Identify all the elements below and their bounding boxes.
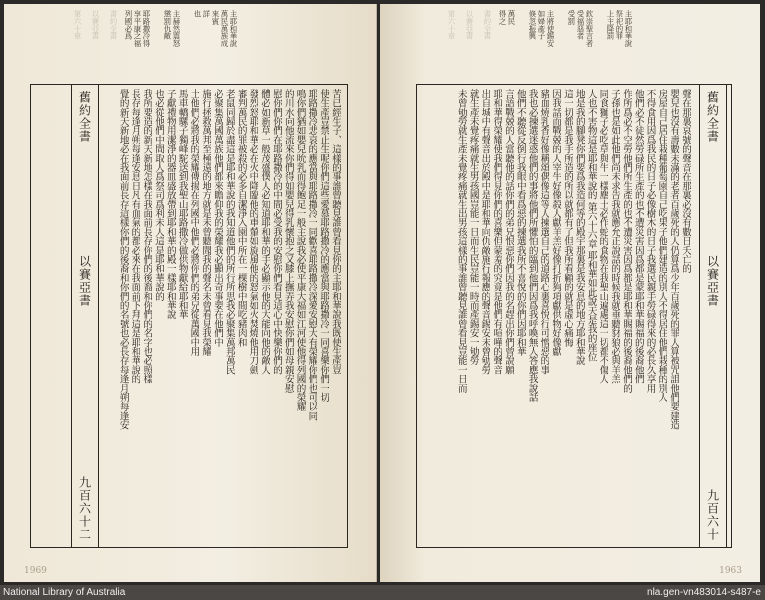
text-column: 人也不害物這是耶和華說的 第六十六章 耶和華如此說天是我的座位 xyxy=(585,89,597,362)
marginal-note xyxy=(567,10,594,80)
text-column: 使生產豈禁止生呢你們這些愛慕耶路撒冷的應當與耶路撒冷一同喜樂你們一切 xyxy=(318,89,330,402)
book-name: 以賽亞書 xyxy=(77,255,92,307)
marginal-note xyxy=(193,10,238,80)
text-column: 審判萬民的罪被殺的必多自潔淨入園中所在一棵樹中間吃豬肉和 xyxy=(235,89,247,347)
marginal-note-line: 祭祀的罪 xyxy=(615,10,624,40)
text-column: 他們必不徒然勞碌所生產的也不遭災害因爲都是蒙耶和華賜福的後裔他們 xyxy=(632,89,644,384)
marginal-note-line: 詳 xyxy=(202,10,211,18)
show-through-text xyxy=(386,10,492,80)
text-column: 耶路撒冷悲哀的應當與耶路撒冷一同歡喜耶路撒冷深愛安慰大有榮耀你們也可以同 xyxy=(306,89,318,421)
page-header-column xyxy=(699,85,727,547)
marginal-note-line: 上主降罰 xyxy=(606,10,615,40)
marginal-notes xyxy=(124,10,238,80)
text-column: 言語戰兢的人當聽他的話你們的弟兄恨惡你們因我的名趕出你們曾說願 xyxy=(503,89,515,375)
show-through-line: 以賽亞書 xyxy=(465,10,474,40)
text-column: 嬰兒也沒有壽數未滿的老者百歲死的人仍算爲少年百歲死的罪人算被咒詛他們要建造 xyxy=(668,89,680,430)
text-column: 同食獅子必吃草與牛一樣塵土必作蛇的食物在我聖山遍處這一切都不傷人 xyxy=(597,89,609,384)
marginal-note-line: 受罰 xyxy=(567,10,576,25)
text-column: 鳴你們猶如嬰兒吮乳而得飽足一般主說我必使平康大福如江河使他得列國的榮耀 xyxy=(294,89,306,411)
marginal-note-line: 主將使錫安 xyxy=(546,10,555,47)
marginal-note-line: 倏忽振興 xyxy=(528,10,537,40)
marginal-note-line: 如婦產子 xyxy=(537,10,546,40)
text-frame xyxy=(30,84,348,548)
show-through-line: 第六十章 xyxy=(447,10,456,40)
text-column: 我所要造的新天新地怎樣在我面前長存你們的後裔和你們的名字也必照樣 xyxy=(141,89,153,384)
book-name: 以賽亞書 xyxy=(705,255,720,307)
text-column: 未曾劬勞就生產未覺疼痛就生出男孩這樣的事誰曾聽見誰曾看見豈能一日而 xyxy=(455,89,467,393)
text-column: 覺的新天新地必在我面前長存這樣你們的後裔和你們的名號也必長存每逢月朔每逢安 xyxy=(117,89,129,430)
text-column: 發烈怒耶和華必在火中降臨他的車輦如旋風他的怒氣如火焚燒他用刀劍 xyxy=(247,89,259,375)
text-column: 我也必揀選迷惑他們的事將他們所懼怕的臨到他們因爲我呼喚無人答應我說話 xyxy=(526,89,538,402)
text-column: 子獻禮物用潔淨的器皿盛放帶到耶和華的殿一樣耶和華說 xyxy=(164,89,176,319)
text-column: 的川水向他流來你們得如嬰兒得乳懷抱之又膝上撫弄我安慰你們如母親安慰 xyxy=(282,89,294,393)
text-column: 作所爲必不空勞他們所生產的也不遭災害因爲都是耶和華賜福的後裔他們的 xyxy=(621,89,633,393)
marginal-note-line: 來賓 xyxy=(211,10,220,25)
marginal-note-line: 萬民萬族成 xyxy=(220,10,229,47)
pencil-page-mark: 1963 xyxy=(719,566,742,576)
text-column: 他們不聽從反倒行我眼中看爲惡的揀選我所不喜悅的你們因耶和華 xyxy=(514,89,526,356)
show-through-line: 書約全書 xyxy=(109,10,118,40)
text-column: 不得食用因爲我民的日子必像樹木的日子我選民親手勞碌得來的必長久享用 xyxy=(644,89,656,393)
text-column: 老鼠同歸於盡這是耶和華說的我知道他們的所行所思我必聚集萬邦萬民 xyxy=(223,89,235,375)
text-column: 慰你們你們在耶路撒冷的中間必受我的安慰你們看見這心中快樂你們的 xyxy=(271,89,283,375)
marginal-note xyxy=(606,10,633,80)
marginal-note-line: 懲罰仇敵 xyxy=(163,10,172,40)
left-page xyxy=(4,4,377,582)
marginal-note xyxy=(528,10,555,80)
show-through-line: 以賽亞書 xyxy=(91,10,100,40)
marginal-note xyxy=(163,10,181,80)
text-column: 長存每逢月朔每逢安息日凡有血氣的都必來在我面前下拜這是耶和華說的 xyxy=(129,89,141,384)
marginal-note-line: 列國必爲 xyxy=(124,10,133,40)
text-column: 體必如新草一般茂盛僕人必知道耶和華的手必顯示他的大能向他的敵人 xyxy=(259,89,271,375)
text-column: 必聚集萬國萬族他們都來瞻仰我的榮耀我必顯出奇事要在他們中 xyxy=(212,89,224,347)
text-column: 因我話而戰兢的人宰牛好像殺人獻羊羔好像打折狗項獻供物好像獻 xyxy=(550,89,562,356)
text-column: 聲在那裏哀號的聲音在那裏必沒有數日夭亡的 xyxy=(680,89,691,273)
book-title: 舊約全書 xyxy=(705,91,720,143)
marginal-note-line: 主耶和華說 xyxy=(229,10,238,47)
text-column: 也必從他們中間取人爲祭司爲利未人這是耶和華說的 xyxy=(153,89,165,301)
pencil-page-mark: 1969 xyxy=(24,566,47,576)
text-column: 耶和華得榮耀使我們得見你們的喜樂但蒙羞的究竟是他們有喧嘩的聲音 xyxy=(491,89,503,375)
page-number: 九百六十 xyxy=(705,489,720,541)
marginal-notes xyxy=(498,10,633,80)
body-text xyxy=(101,89,341,543)
show-through-text xyxy=(10,10,118,80)
marginal-note-line: 主赫然震怒 xyxy=(172,10,181,47)
marginal-note-line: 主耶和華說 xyxy=(624,10,633,47)
show-through-line: 第六十章 xyxy=(73,10,82,40)
text-column: 房屋自己居住栽種葡萄園自己吃果子他們建造的別人不得居住他們栽種的別人 xyxy=(656,89,668,402)
text-column: 苦已經生子、這樣的事誰曾聽見誰曾看見你的主耶和華說我既使生產豈 xyxy=(330,89,341,375)
show-through-line: 書約全書 xyxy=(483,10,492,40)
marginal-note-line: 受福惡者 xyxy=(576,10,585,40)
marginal-note-line: 得之 xyxy=(498,10,507,25)
item-identifier: nla.gen-vn483014-s487-e xyxy=(647,587,761,598)
text-column: 地是我的腳凳你們要爲我造何等的殿宇那裏是我安息的地方耶和華說 xyxy=(573,89,585,365)
marginal-note xyxy=(124,10,151,80)
text-frame xyxy=(416,84,732,548)
library-credit[interactable]: National Library of Australia xyxy=(3,587,126,598)
text-column: 子孫也是如此他們尚未求告我就應允正說話的時候我就垂聽豺狼必與羊羔 xyxy=(609,89,621,384)
text-column: 出自城中有聲音出於殿中是耶和華向仇敵施行報應的聲音錫安未曾劬勞 xyxy=(479,89,491,375)
marginal-note-line: 也 xyxy=(193,10,202,18)
text-column: 施行拯救萬邦至極遠的地方就是未曾聽聞我的聲名未曾看見我榮耀 xyxy=(200,89,212,356)
page-number: 九百六十二 xyxy=(77,476,92,541)
body-text xyxy=(421,89,691,543)
marginal-note-line: 萬民 xyxy=(507,10,516,25)
marginal-note xyxy=(498,10,516,80)
book-title: 舊約全書 xyxy=(77,91,92,143)
text-column: 馬車轎騾子獨峰駝送到我聖山耶路撒冷做供物獻給耶和華 xyxy=(176,89,188,319)
right-page xyxy=(380,4,760,582)
text-column: 就生產未覺疼痛就生男孩國豈能一日而生民豈能一時而產錫安一劬勞 xyxy=(467,89,479,365)
marginal-note-line: 欽崇聖言者 xyxy=(585,10,594,47)
marginal-note-line: 耶路撒冷得 xyxy=(142,10,151,47)
marginal-note-line: 享平康之福 xyxy=(133,10,142,47)
text-column: 豬血燒乳香好像稱頌偶像這等人揀選自己的道路心裏喜悅行可憎惡的事 xyxy=(538,89,550,375)
text-column: 土他們必將我的榮耀傳揚在列國中他們必將你們的弟兄從萬國中用 xyxy=(188,89,200,356)
page-header-column xyxy=(71,85,99,547)
text-column: 這一切都是我手所造的所以就都有了但我所看顧的就是虛心痛悔 xyxy=(562,89,574,347)
viewer-footer-bar xyxy=(0,585,765,600)
